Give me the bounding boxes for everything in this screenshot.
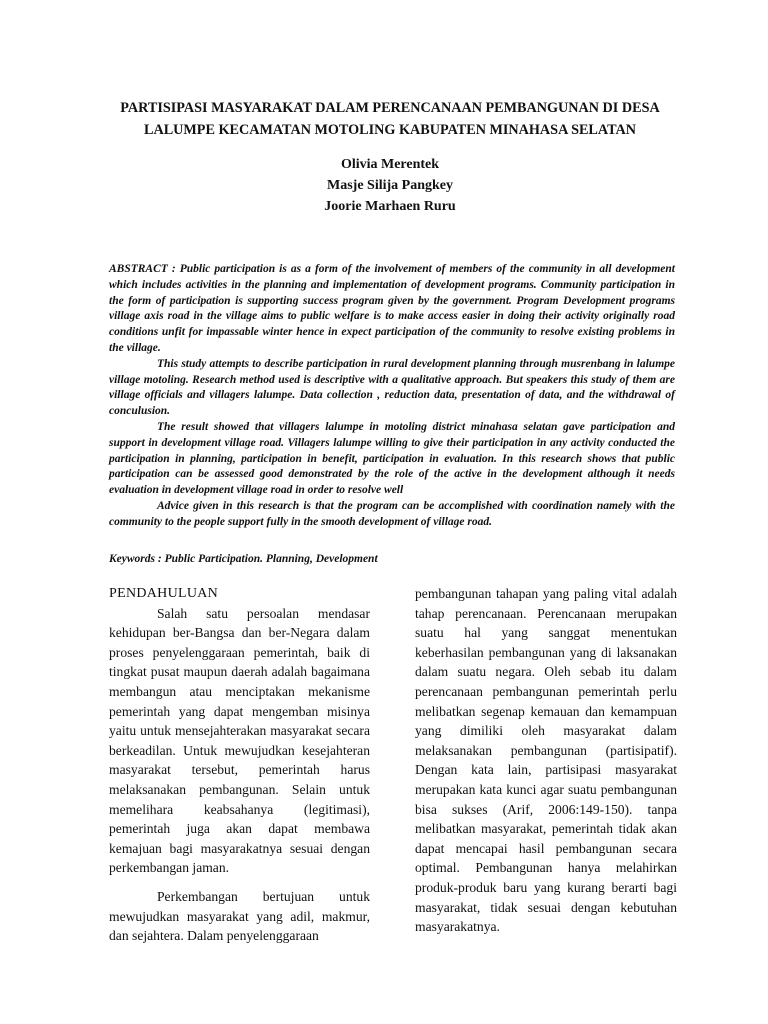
body-column-right [415,584,677,937]
body-paragraph: Perkembangan bertujuan untuk mewujudkan masyarakat yang adil, makmur, dan sejahtera. Dalam penyelenggaraan [109,888,370,944]
author-name: Masje Silija Pangkey [327,178,453,193]
author-name: Olivia Merentek [340,157,440,172]
abstract-paragraph: This study attempts to describe participation in rural development planning through musrenbang in lalumpe village motoling. Research method used is descriptive with a qualitative approach. But speakers this study of them are village officials and villagers lalumpe. Data collection , reduction data, presentation of data, and the withdrawal of conculusion. [109,357,675,418]
body-paragraph: Salah satu persoalan mendasar kehidupan ber-Bangsa dan ber-Negara dalam proses penyelenggaraan pemerintah, baik di tingkat pusat maupun daerah adalah bagaimana membangun atau menciptakan mekanisme pemerintah yang dapat mengemban misinya yaitu untuk mensejahterakan masyarakat secara berkeadilan. Untuk mewujudkan kesejahteran masyarakat tersebut, pemerintah harus melaksanakan pembangunan. Selain untuk memelihara keabsahanya (legitimasi), pemerintah juga akan dapat membawa kemajuan bagi masyarakatnya sesuai dengan perkembangan jaman. [109,605,370,876]
abstract-paragraph: Advice given in this research is that the program can be accomplished with coordination namely with the community to the people support fully in the smooth development of village road. [109,499,675,528]
keywords-line: Keywords : Public Participation. Planning, Development [109,553,378,565]
author-list [100,154,680,217]
body-paragraph: pembangunan tahapan yang paling vital adalah tahap perencanaan. Perencanaan merupakan suatu hal yang sanggat menentukan keberhasilan pembangunan yang di laksanakan dalam suatu negara. Oleh sebab itu dalam perencanaan pembangunan pemerintah perlu melibatkan segenap kemauan dan kemampuan yang dimiliki oleh masyarakat dalam melaksanakan pembangunan (partisipatif). Dengan kata lain, partisipasi masyarakat merupakan kata kunci agar suatu pembangunan bisa sukses (Arif, 2006:149-150). tanpa melibatkan masyarakat, pemerintah tidak akan dapat mencapai hasil pembangunan secara optimal. Pembangunan hanya melahirkan produk-produk baru yang kurang berarti bagi masyarakat, tidak sesuai dengan kebutuhan masyarakatnya. [415,586,677,935]
abstract-paragraph: ABSTRACT : Public participation is as a form of the involvement of members of the community in all development which includes activities in the planning and implementation of development programs. Community participation in the form of participation is supporting success program given by the government. Program Development programs village axis road in the village aims to public welfare is to make access easier in doing their activity originally road conditions unfit for impassable winter hence in expect participation of the community to resolve existing problems in the village. [109,263,675,354]
author-name: Joorie Marhaen Ruru [324,199,456,214]
body-column-left [109,584,370,946]
abstract-block [109,262,675,531]
paper-title: PARTISIPASI MASYARAKAT DALAM PERENCANAAN PEMBANGUNAN DI DESA LALUMPE KECAMATAN MOTOLING KABUPATEN MINAHASA SELATAN [120,100,660,138]
abstract-paragraph: The result showed that villagers lalumpe in motoling district minahasa selatan gave participation and support in development village road. Villagers lalumpe willing to give their participation in any activity conducted the participation in planning, participation in benefit, participation in evaluation. In this research shows that public participation can be assessed good demonstrated by the role of the active in the development although it needs evaluation in development village road in order to resolve well [109,420,675,497]
section-heading: PENDAHULUAN [109,586,219,601]
